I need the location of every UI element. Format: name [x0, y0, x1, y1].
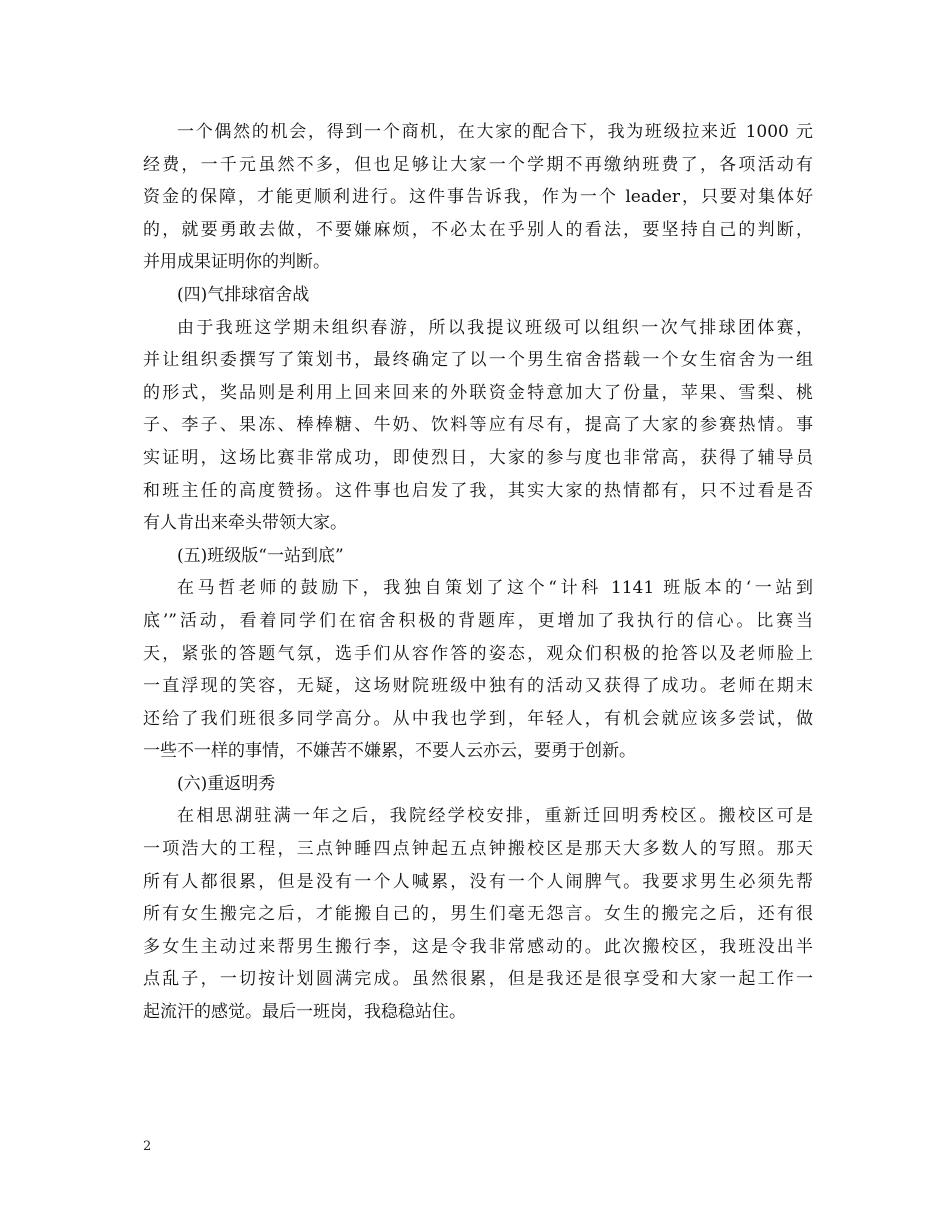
- paragraph-line: 在马哲老师的鼓励下，我独自策划了这个“计科 1141 班版本的‘一站到: [177, 578, 813, 599]
- paragraph-line: 一个偶然的机会，得到一个商机，在大家的配合下，我为班级拉来近 1000 元: [177, 122, 813, 142]
- paragraph-line: 天，紧张的答题气氛，选手们从容作答的姿态，观众们积极的抢答以及老师脸上: [143, 643, 813, 664]
- paragraph-line: 和班主任的高度赞扬。这件事也启发了我，其实大家的热情都有，只不过看是否: [143, 480, 813, 501]
- paragraph-line: 底’”活动，看着同学们在宿舍积极的背题库，更增加了我执行的信心。比赛当: [143, 610, 813, 631]
- section-heading: (六)重返明秀: [177, 773, 276, 794]
- document-body: [143, 116, 813, 1029]
- paragraph-line: 一直浮现的笑容，无疑，这场财院班级中独有的活动又获得了成功。老师在期末: [143, 676, 813, 697]
- paragraph-line: 点乱子，一切按计划圆满完成。虽然很累，但是我还是很享受和大家一起工作一: [143, 969, 813, 990]
- paragraph-line: 子、李子、果冻、棒棒糖、牛奶、饮料等应有尽有，提高了大家的参赛热情。事: [143, 415, 813, 436]
- paragraph-line: 还给了我们班很多同学高分。从中我也学到，年轻人，有机会就应该多尝试，做: [143, 708, 813, 729]
- paragraph-line: 的形式，奖品则是利用上回来回来的外联资金特意加大了份量，苹果、雪梨、桃: [143, 382, 813, 403]
- paragraph-line: 资金的保障，才能更顺利进行。这件事告诉我，作为一个 leader，只要对集体好: [143, 187, 813, 208]
- paragraph-line: 在相思湖驻满一年之后，我院经学校安排，重新迁回明秀校区。搬校区可是: [177, 806, 813, 827]
- paragraph-line: 所有女生搬完之后，才能搬自己的，男生们毫无怨言。女生的搬完之后，还有很: [143, 904, 813, 925]
- paragraph-line: 一些不一样的事情，不嫌苦不嫌累，不要人云亦云，要勇于创新。: [143, 741, 636, 762]
- paragraph-line: 起流汗的感觉。最后一班岗，我稳稳站住。: [143, 1002, 466, 1023]
- page-number: 2: [143, 1139, 152, 1154]
- section-heading: (五)班级版“一站到底”: [177, 545, 344, 566]
- paragraph-line: 一项浩大的工程，三点钟睡四点钟起五点钟搬校区是那天大多数人的写照。那天: [143, 839, 813, 860]
- section-heading: (四)气排球宿舍战: [177, 284, 310, 305]
- paragraph-line: 的，就要勇敢去做，不要嫌麻烦，不必太在乎别人的看法，要坚持自己的判断，: [143, 219, 813, 240]
- paragraph-line: 所有人都很累，但是没有一个人喊累，没有一个人闹脾气。我要求男生必须先帮: [143, 871, 813, 892]
- paragraph-line: 多女生主动过来帮男生搬行李，这是令我非常感动的。此次搬校区，我班没出半: [143, 936, 813, 957]
- paragraph-line: 经费，一千元虽然不多，但也足够让大家一个学期不再缴纳班费了，各项活动有: [143, 154, 813, 175]
- paragraph-line: 有人肯出来牵头带领大家。: [143, 513, 347, 534]
- paragraph-line: 并让组织委撰写了策划书，最终确定了以一个男生宿舍搭载一个女生宿舍为一组: [143, 350, 813, 371]
- paragraph-line: 实证明，这场比赛非常成功，即使烈日，大家的参与度也非常高，获得了辅导员: [143, 447, 813, 468]
- paragraph-line: 由于我班这学期未组织春游，所以我提议班级可以组织一次气排球团体赛，: [177, 317, 813, 338]
- paragraph-line: 并用成果证明你的判断。: [143, 252, 330, 273]
